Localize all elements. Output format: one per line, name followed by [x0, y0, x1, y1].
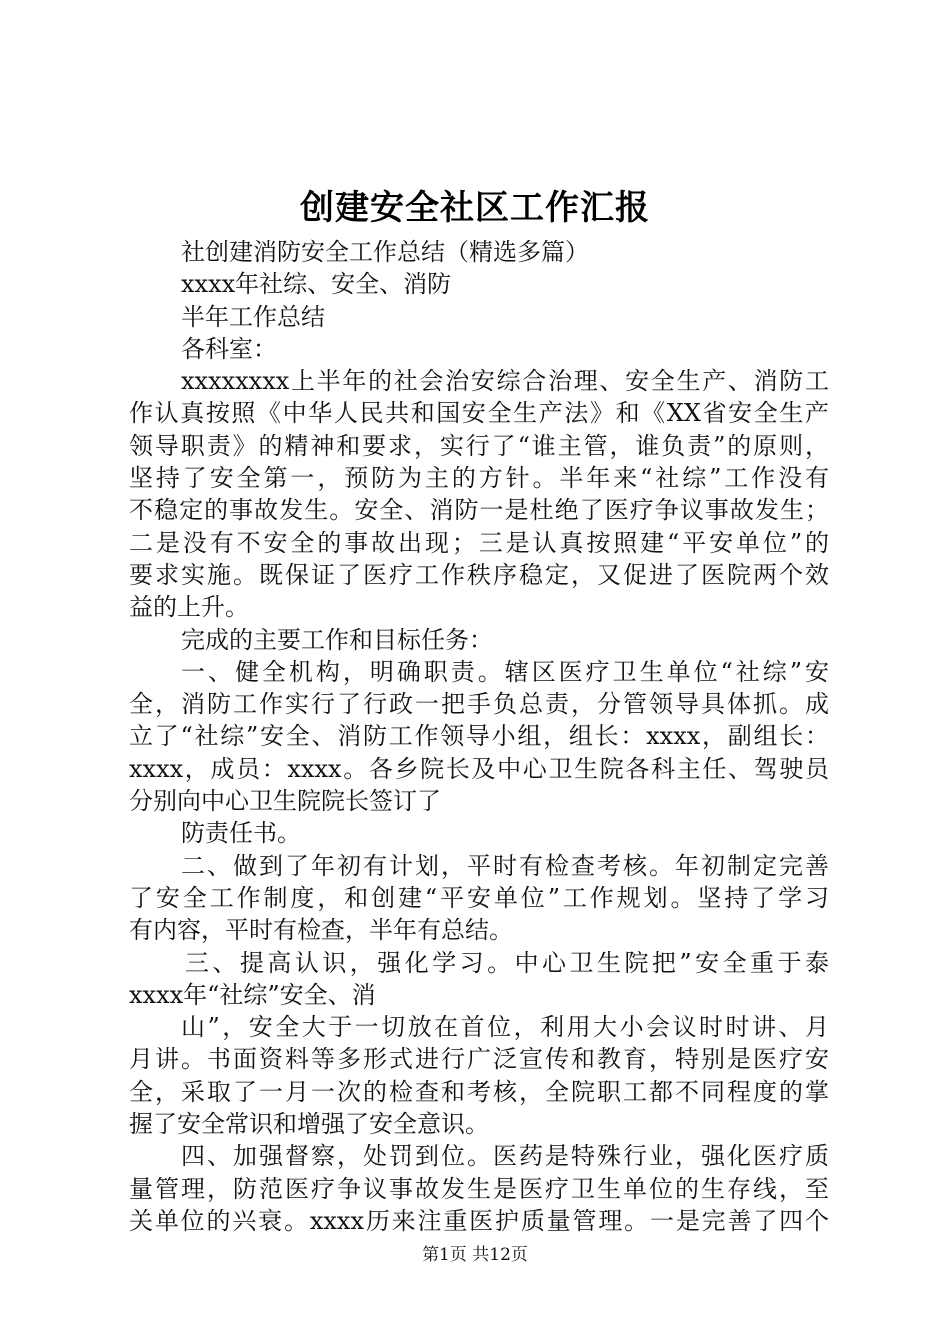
text-line: 二是没有不安全的事故出现；三是认真按照建“平安单位”的	[129, 528, 829, 557]
text-line: 坚持了安全第一，预防为主的方针。半年来“社综”工作没有	[129, 464, 829, 493]
text-line: 益的上升。	[129, 593, 249, 622]
document-title: 创建安全社区工作汇报	[300, 188, 650, 228]
document-body	[129, 236, 829, 1237]
text-line: 二、做到了年初有计划，平时有检查考核。年初制定完善	[181, 851, 829, 880]
text-line: 山”，安全大于一切放在首位，利用大小会议时时讲、月	[181, 1013, 829, 1042]
text-line: 量管理，防范医疗争议事故发生是医疗卫生单位的生存线，至	[129, 1174, 829, 1203]
text-line: 四、加强督察，处罚到位。医药是特殊行业，强化医疗质	[181, 1142, 829, 1171]
text-line: 不稳定的事故发生。安全、消防一是杜绝了医疗争议事故发生；	[129, 496, 829, 525]
text-line: 要求实施。既保证了医疗工作秩序稳定，又促进了医院两个效	[129, 560, 829, 589]
text-line: 有内容，平时有检查，半年有总结。	[129, 916, 513, 945]
text-line: 社创建消防安全工作总结（精选多篇）	[181, 238, 589, 266]
page-number-footer: 第1页 共12页	[422, 1245, 528, 1265]
text-line: xxxx年社综、安全、消防	[181, 270, 452, 299]
text-line: 分别向中心卫生院院长签订了	[129, 787, 441, 816]
text-line: 全，消防工作实行了行政一把手负总责，分管领导具体抓。成	[129, 690, 829, 719]
text-line: 立了“社综”安全、消防工作领导小组，组长：xxxx，副组长：	[129, 722, 829, 751]
text-line: xxxxxxxx上半年的社会治安综合治理、安全生产、消防工	[181, 367, 829, 396]
text-line: 作认真按照《中华人民共和国安全生产法》和《XX省安全生产	[129, 399, 829, 428]
text-line: 关单位的兴衰。xxxx历来注重医护质量管理。一是完善了四个	[129, 1206, 829, 1235]
text-line: xxxx年“社综”安全、消	[129, 980, 376, 1009]
text-line: 三、提高认识，强化学习。中心卫生院把”安全重于泰	[185, 948, 829, 977]
text-line: 防责任书。	[181, 819, 301, 848]
text-line: 半年工作总结	[181, 302, 325, 331]
text-line: 领导职责》的精神和要求，实行了“谁主管，谁负责”的原则，	[129, 431, 829, 460]
text-line: 了安全工作制度，和创建“平安单位”工作规划。坚持了学习	[129, 883, 829, 912]
text-line: 一、健全机构，明确职责。辖区医疗卫生单位“社综”安	[181, 657, 829, 686]
text-line: 完成的主要工作和目标任务：	[181, 625, 493, 654]
text-line: 全，采取了一月一次的检查和考核，全院职工都不同程度的掌	[129, 1077, 829, 1106]
text-line: 月讲。书面资料等多形式进行广泛宣传和教育，特别是医疗安	[129, 1045, 829, 1074]
text-line: xxxx，成员：xxxx。各乡院长及中心卫生院各科主任、驾驶员	[129, 754, 829, 783]
text-line: 握了安全常识和增强了安全意识。	[129, 1110, 489, 1139]
text-line: 各科室：	[181, 334, 277, 363]
